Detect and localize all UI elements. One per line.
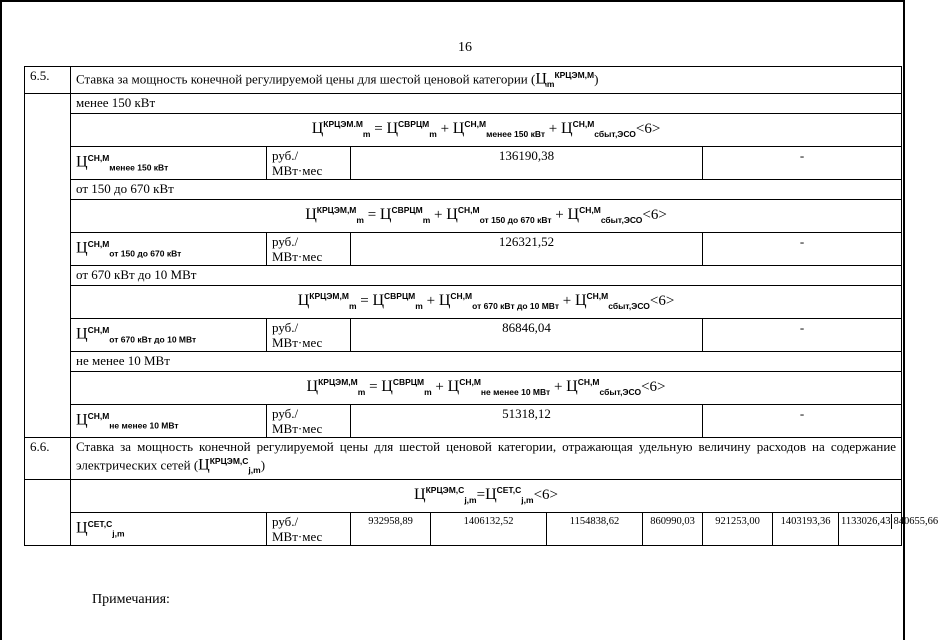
value: 86846,04: [351, 318, 703, 351]
value-cell: 1406132,52: [431, 512, 547, 545]
formula-row: [25, 113, 902, 146]
formula: $Ц^{КРЦЭМ,М}_m = Ц^{СВРЦМ}_m + Ц^{СН,М}_{от 150 до 670 кВт} + Ц^{СН,М}_{сбыт,ЭСО}<6>$: [71, 199, 902, 232]
left-spacer: [25, 93, 71, 437]
notes-label: Примечания:: [92, 592, 170, 607]
extra-value: -: [703, 404, 902, 437]
row-symbol: $Ц^{СН,М}_{от 150 до 670 кВт}$: [71, 232, 267, 265]
value-cell: 1403193,36: [773, 512, 839, 545]
group-label: не менее 10 МВт: [71, 351, 902, 371]
group-label-row: [25, 265, 902, 285]
row-symbol: $Ц^{СН,М}_{менее 150 кВт}$: [71, 146, 267, 179]
section-number: 6.5.: [25, 67, 71, 94]
value: 51318,12: [351, 404, 703, 437]
unit: руб./ МВт·мес: [267, 318, 351, 351]
value-cell: 840655,66: [891, 514, 938, 529]
section-title: Ставка за мощность конечной регулируемой цены для шестой ценовой категории, отражающая удельную величину расходов на содержание электрических сетей $(Ц^{КРЦЭМ,С}_{j,m})$: [71, 437, 902, 479]
row-symbol: $Ц^{СЕТ,С}_{j,m}$: [71, 512, 267, 545]
section-6-5-header: [25, 67, 902, 94]
unit: руб./ МВт·мес: [267, 512, 351, 545]
formula: $Ц^{КРЦЭМ,М}_m = Ц^{СВРЦМ}_m + Ц^{СН,М}_{от 670 кВт до 10 МВт} + Ц^{СН,М}_{сбыт,ЭСО}<6>$: [71, 285, 902, 318]
group-label: от 150 до 670 кВт: [71, 179, 902, 199]
value-cell: [839, 512, 938, 545]
tariff-table: [24, 66, 938, 546]
extra-value: -: [703, 146, 902, 179]
value-row: [25, 318, 902, 351]
group-label: от 670 кВт до 10 МВт: [71, 265, 902, 285]
formula-row: [25, 479, 902, 512]
formula: $Ц^{КРЦЭМ,М}_m = Ц^{СВРЦМ}_m + Ц^{СН,М}_{не менее 10 МВт} + Ц^{СН,М}_{сбыт,ЭСО}<6>$: [71, 371, 902, 404]
section-number: 6.6.: [25, 437, 71, 479]
unit: руб./ МВт·мес: [267, 146, 351, 179]
value-cell: 932958,89: [351, 512, 431, 545]
group-label-row: [25, 351, 902, 371]
left-spacer: [25, 479, 71, 545]
unit: руб./ МВт·мес: [267, 232, 351, 265]
group-label-row: [25, 93, 902, 113]
formula: $Ц^{КРЦЭМ.М}_m = Ц^{СВРЦМ}_m + Ц^{СН,М}_{менее 150 кВт} + Ц^{СН,М}_{сбыт,ЭСО}<6>$: [71, 113, 902, 146]
row-symbol: $Ц^{СН,М}_{не менее 10 МВт}$: [71, 404, 267, 437]
section-title: Ставка за мощность конечной регулируемой цены для шестой ценовой категории $(Ц_m^{КРЦЭМ,М})$: [71, 67, 902, 94]
value-cell: 1154838,62: [547, 512, 643, 545]
value-row: [25, 232, 902, 265]
value-row: [25, 404, 902, 437]
value-cell: 1133026,43: [841, 515, 891, 527]
section-6-6-header: [25, 437, 902, 479]
page-number: 16: [458, 40, 472, 55]
formula: $Ц^{КРЦЭМ,С}_{j,m}=Ц^{СЕТ,С}_{j,m}<6>$: [71, 479, 902, 512]
value: 126321,52: [351, 232, 703, 265]
page-frame-right: [903, 0, 905, 640]
group-label: менее 150 кВт: [71, 93, 902, 113]
value-row: [25, 512, 902, 545]
value-row: [25, 146, 902, 179]
formula-row: [25, 371, 902, 404]
page-frame-top: [0, 0, 905, 2]
value: 136190,38: [351, 146, 703, 179]
row-symbol: $Ц^{СН,М}_{от 670 кВт до 10 МВт}$: [71, 318, 267, 351]
extra-value: -: [703, 232, 902, 265]
formula-row: [25, 285, 902, 318]
value-cell: 860990,03: [643, 512, 703, 545]
group-label-row: [25, 179, 902, 199]
value-cell: 921253,00: [703, 512, 773, 545]
extra-value: -: [703, 318, 902, 351]
page-frame-left: [0, 0, 2, 640]
unit: руб./ МВт·мес: [267, 404, 351, 437]
formula-row: [25, 199, 902, 232]
